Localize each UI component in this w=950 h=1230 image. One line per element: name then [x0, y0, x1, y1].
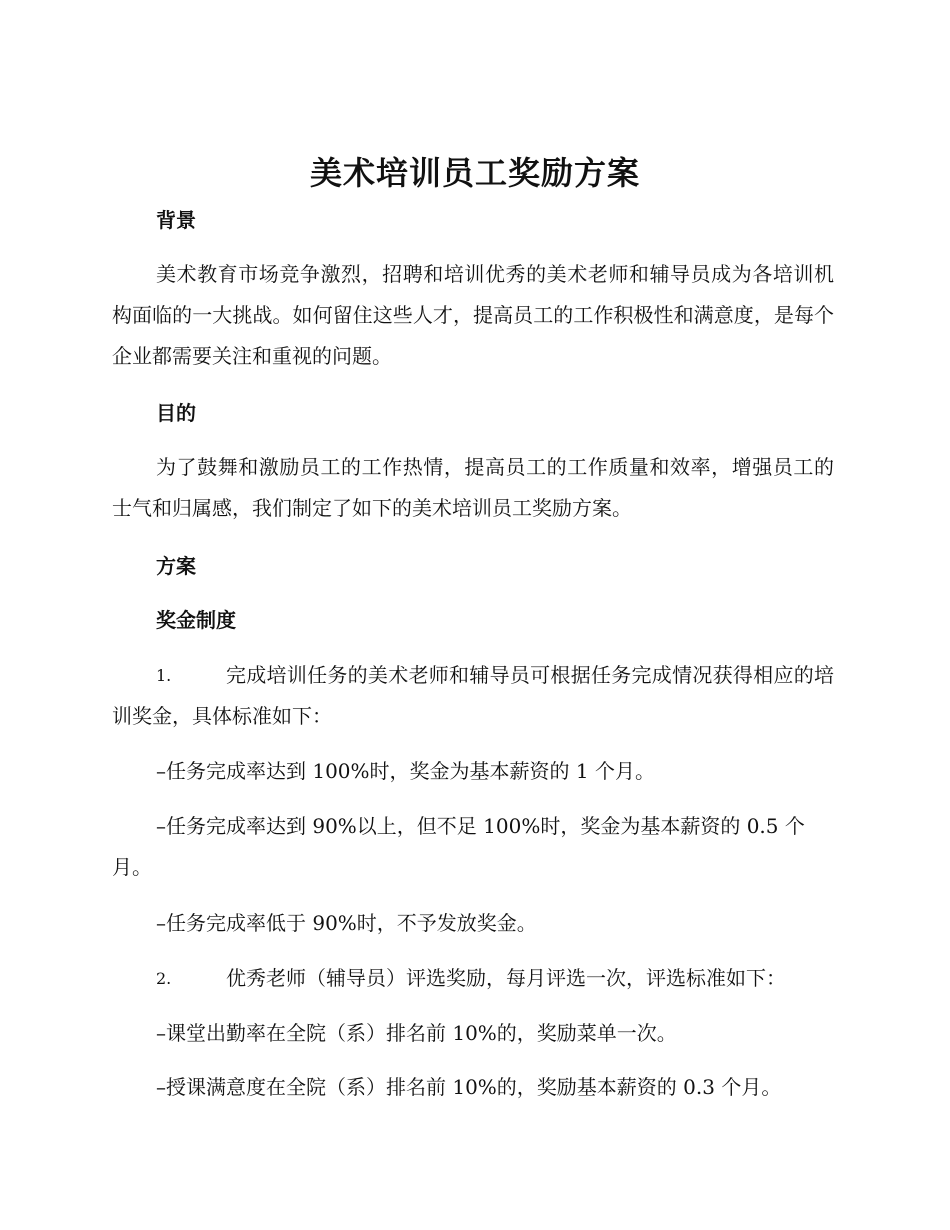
- purpose-paragraph: 为了鼓舞和激励员工的工作热情，提高员工的工作质量和效率，增强员工的士气和归属感，我们制定了如下的美术培训员工奖励方案。: [112, 455, 834, 520]
- list-item-1-text: 完成培训任务的美术老师和辅导员可根据任务完成情况获得相应的培训奖金，具体标准如下：: [112, 663, 834, 728]
- bullet-item: –任务完成率达到 90%以上，但不足 100%时，奖金为基本薪资的 0.5 个月。: [112, 814, 805, 879]
- section-heading-bonus: 奖金制度: [156, 608, 236, 632]
- bullet-item: –课堂出勤率在全院（系）排名前 10%的，奖励菜单一次。: [156, 1021, 677, 1045]
- bullet-item: –任务完成率低于 90%时，不予发放奖金。: [156, 911, 537, 935]
- list-number-1: 1.: [156, 666, 172, 685]
- section-heading-plan: 方案: [156, 554, 196, 578]
- list-number-2: 2.: [156, 969, 172, 988]
- background-paragraph: 美术教育市场竞争激烈，招聘和培训优秀的美术老师和辅导员成为各培训机构面临的一大挑战。如何留住这些人才，提高员工的工作积极性和满意度，是每个企业都需要关注和重视的问题。: [112, 262, 834, 368]
- document-title: 美术培训员工奖励方案: [309, 154, 640, 192]
- bullet-item: –任务完成率达到 100%时，奖金为基本薪资的 1 个月。: [156, 759, 655, 783]
- section-heading-background: 背景: [156, 208, 196, 232]
- section-heading-purpose: 目的: [156, 401, 196, 425]
- bullet-item: –授课满意度在全院（系）排名前 10%的，奖励基本薪资的 0.3 个月。: [156, 1075, 782, 1099]
- list-item-2-text: 优秀老师（辅导员）评选奖励，每月评选一次，评选标准如下：: [226, 966, 786, 990]
